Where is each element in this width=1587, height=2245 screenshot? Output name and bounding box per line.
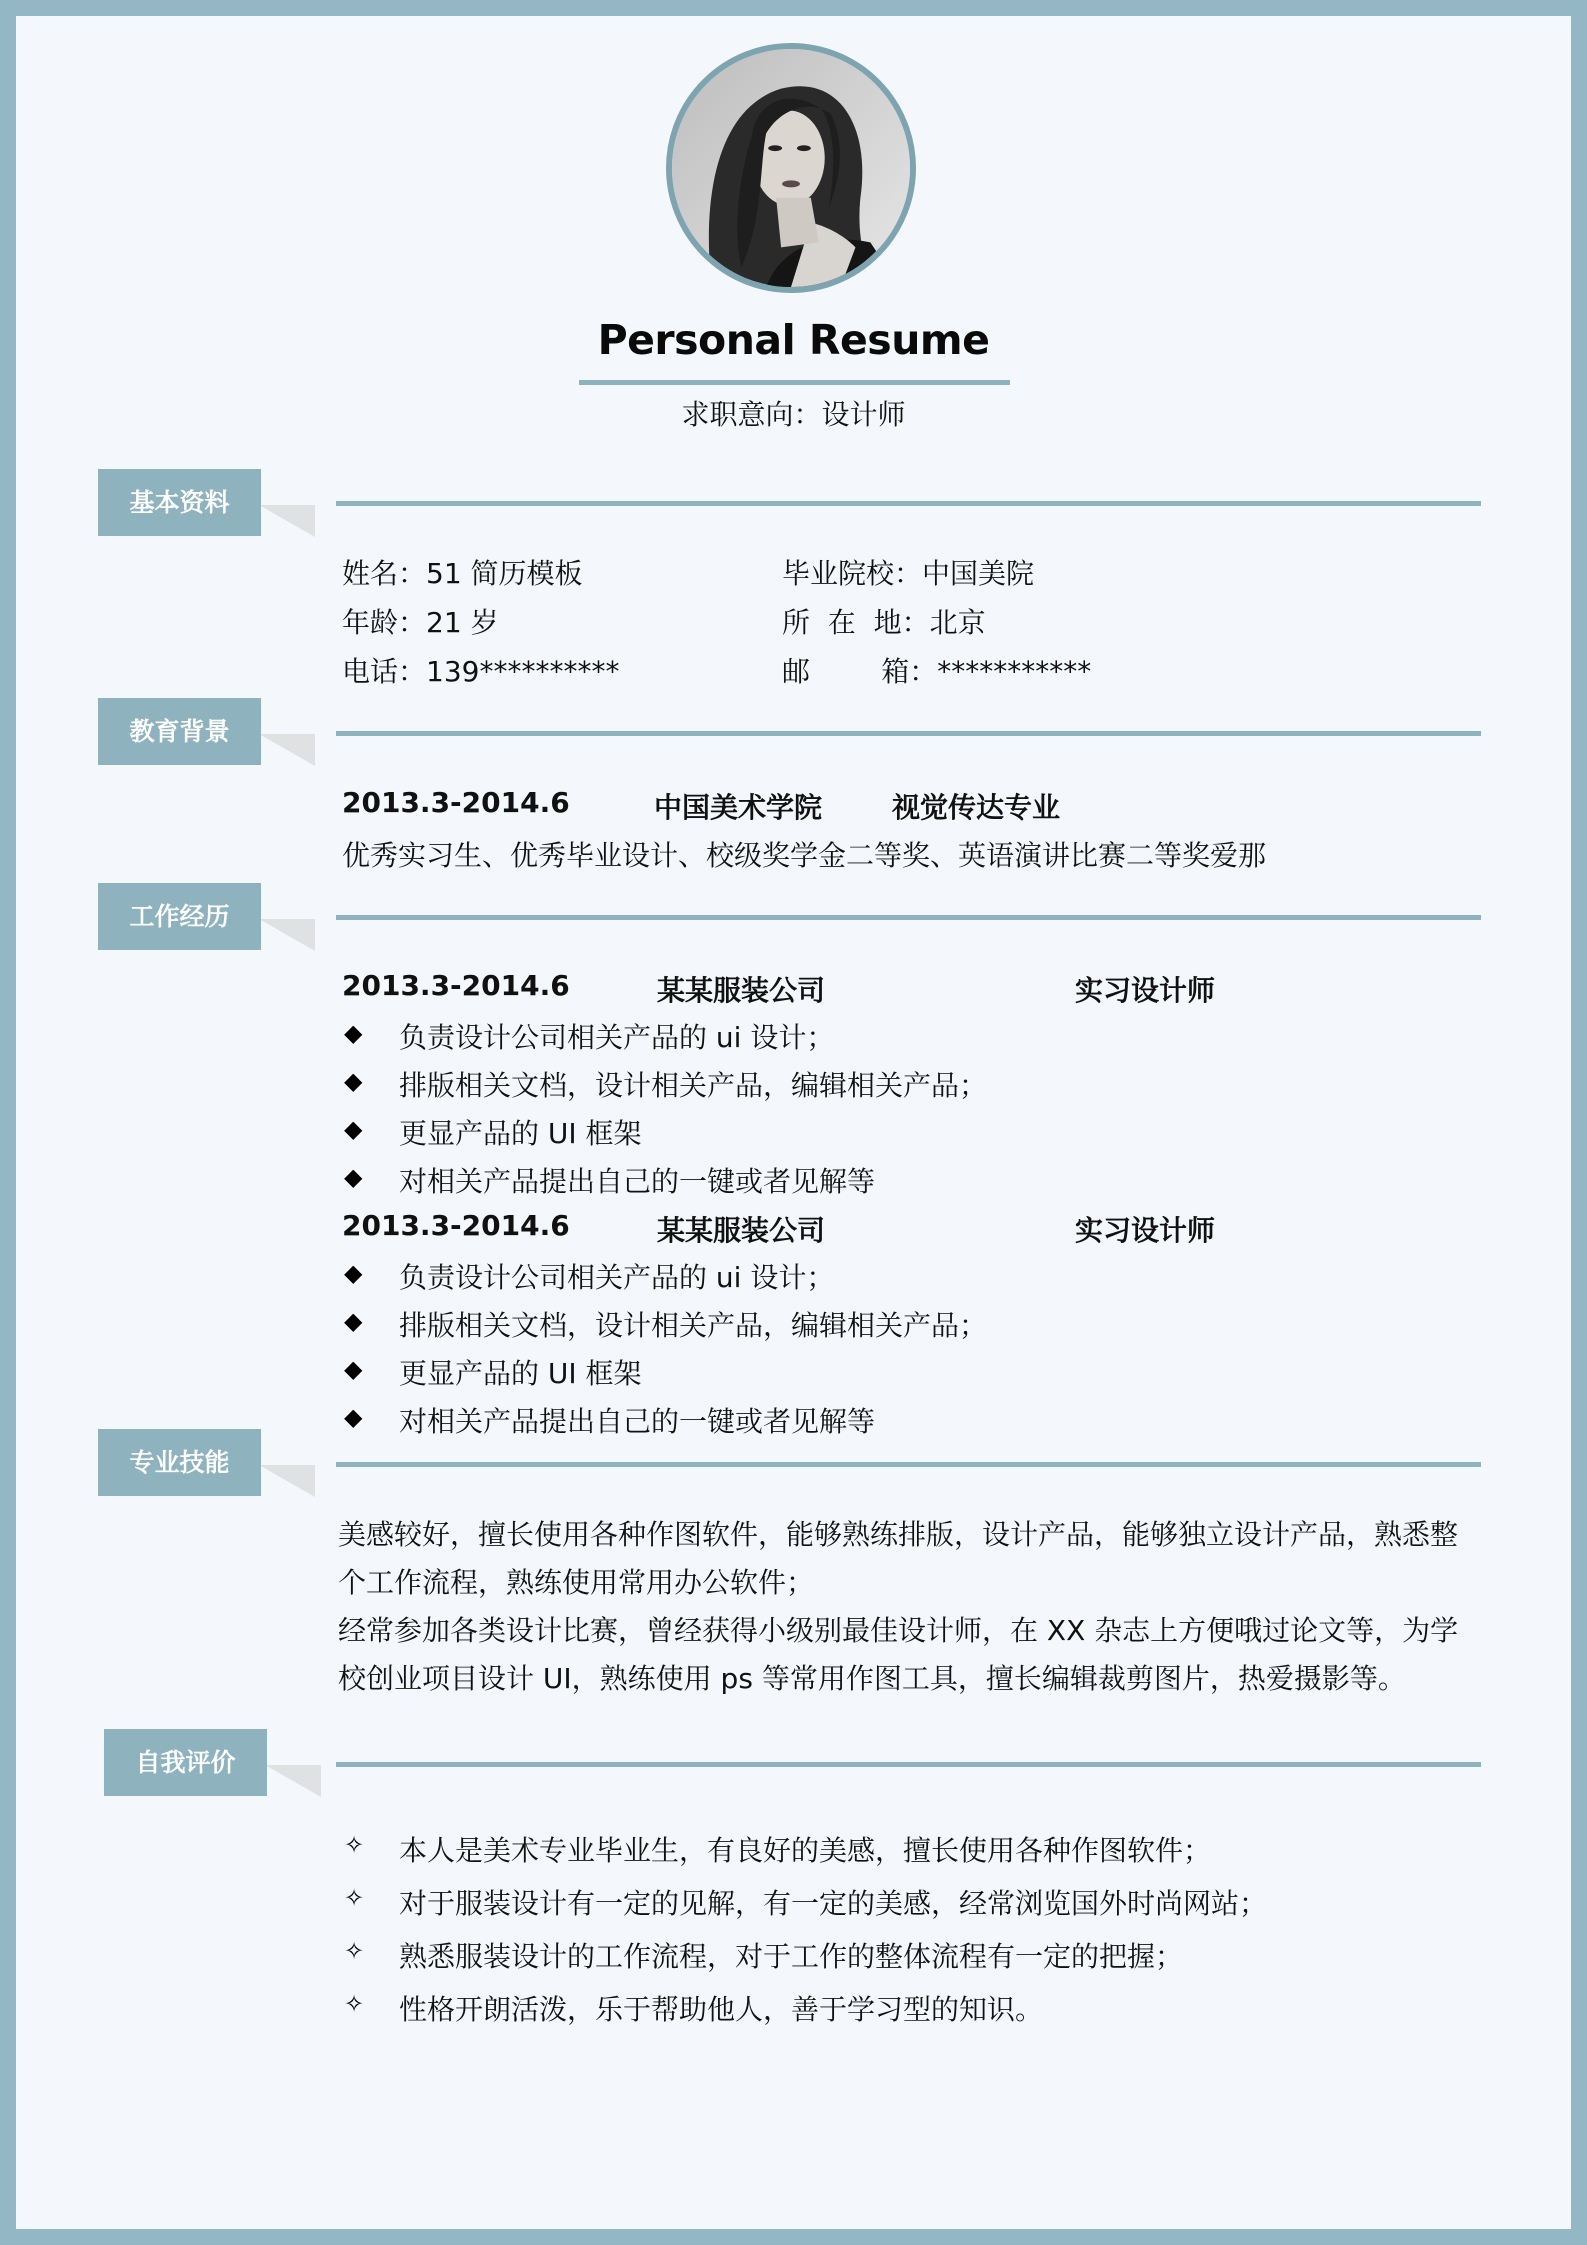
self-eval-item: 熟悉服装设计的工作流程，对于工作的整体流程有一定的把握；	[399, 1940, 1184, 1973]
section-tab-shadow	[259, 919, 315, 951]
sparkle-bullet-icon: ✧	[344, 1831, 365, 1859]
section-tab-shadow	[259, 1465, 315, 1497]
diamond-bullet-icon: ◆	[344, 1067, 363, 1095]
portrait-image	[672, 49, 910, 287]
job-intent: 求职意向：设计师	[681, 398, 906, 431]
job-role: 实习设计师	[1075, 974, 1216, 1007]
job-company: 某某服装公司	[657, 1214, 826, 1247]
diamond-bullet-icon: ◆	[344, 1115, 363, 1143]
section-divider	[336, 731, 1481, 736]
info-location: 所 在 地：北京	[782, 606, 986, 639]
profile-photo	[666, 43, 916, 293]
section-self-evaluation: 自我评价	[104, 1729, 267, 1796]
job-duty: 对相关产品提出自己的一键或者见解等	[399, 1165, 876, 1198]
self-eval-item: 对于服装设计有一定的见解，有一定的美感，经常浏览国外时尚网站；	[399, 1887, 1268, 1920]
info-school: 毕业院校：中国美院	[782, 557, 1035, 590]
edu-major: 视觉传达专业	[892, 791, 1061, 824]
sparkle-bullet-icon: ✧	[344, 1990, 365, 2018]
skills-text: 个工作流程，熟练使用常用办公软件；	[338, 1566, 815, 1599]
job-duty: 对相关产品提出自己的一键或者见解等	[399, 1405, 876, 1438]
job-company: 某某服装公司	[657, 974, 826, 1007]
diamond-bullet-icon: ◆	[344, 1259, 363, 1287]
edu-honors: 优秀实习生、优秀毕业设计、校级奖学金二等奖、英语演讲比赛二等奖爱那	[342, 839, 1267, 872]
sparkle-bullet-icon: ✧	[344, 1884, 365, 1912]
section-divider	[336, 915, 1481, 920]
job-role: 实习设计师	[1075, 1214, 1216, 1247]
job-duty: 排版相关文档，设计相关产品，编辑相关产品；	[399, 1309, 988, 1342]
edu-period: 2013.3-2014.6	[342, 786, 570, 819]
job-duty: 更显产品的 UI 框架	[399, 1357, 642, 1390]
section-tab-shadow	[259, 505, 315, 537]
job-period: 2013.3-2014.6	[342, 1209, 570, 1242]
section-divider	[336, 501, 1481, 506]
job-duty: 负责设计公司相关产品的 ui 设计；	[399, 1021, 835, 1054]
job-duty: 更显产品的 UI 框架	[399, 1117, 642, 1150]
job-duty: 排版相关文档，设计相关产品，编辑相关产品；	[399, 1069, 988, 1102]
info-phone: 电话：139**********	[342, 655, 620, 688]
resume-title: Personal Resume	[597, 316, 990, 364]
section-divider	[336, 1762, 1481, 1767]
self-eval-item: 本人是美术专业毕业生，有良好的美感，擅长使用各种作图软件；	[399, 1834, 1212, 1867]
skills-text: 校创业项目设计 UI，熟练使用 ps 等常用作图工具，擅长编辑裁剪图片，热爱摄影等。	[338, 1662, 1406, 1695]
self-eval-item: 性格开朗活泼，乐于帮助他人，善于学习型的知识。	[399, 1993, 1044, 2026]
diamond-bullet-icon: ◆	[344, 1019, 363, 1047]
section-tab-shadow	[265, 1765, 321, 1797]
section-tab-shadow	[259, 734, 315, 766]
edu-school: 中国美术学院	[654, 791, 823, 824]
sparkle-bullet-icon: ✧	[344, 1937, 365, 1965]
section-work: 工作经历	[98, 883, 261, 950]
section-basic-info: 基本资料	[98, 469, 261, 536]
diamond-bullet-icon: ◆	[344, 1307, 363, 1335]
title-underline	[579, 380, 1010, 385]
skills-text: 经常参加各类设计比赛，曾经获得小级别最佳设计师，在 XX 杂志上方便哦过论文等，为学	[338, 1614, 1459, 1647]
diamond-bullet-icon: ◆	[344, 1403, 363, 1431]
info-age: 年龄：21 岁	[342, 606, 499, 639]
section-skills: 专业技能	[98, 1429, 261, 1496]
skills-text: 美感较好，擅长使用各种作图软件，能够熟练排版，设计产品，能够独立设计产品，熟悉整	[338, 1518, 1459, 1551]
section-education: 教育背景	[98, 698, 261, 765]
diamond-bullet-icon: ◆	[344, 1355, 363, 1383]
job-period: 2013.3-2014.6	[342, 969, 570, 1002]
diamond-bullet-icon: ◆	[344, 1163, 363, 1191]
job-duty: 负责设计公司相关产品的 ui 设计；	[399, 1261, 835, 1294]
section-divider	[336, 1462, 1481, 1467]
resume-page	[16, 16, 1571, 2229]
info-email: 邮 箱：***********	[782, 655, 1092, 688]
info-name: 姓名：51 简历模板	[342, 557, 583, 590]
